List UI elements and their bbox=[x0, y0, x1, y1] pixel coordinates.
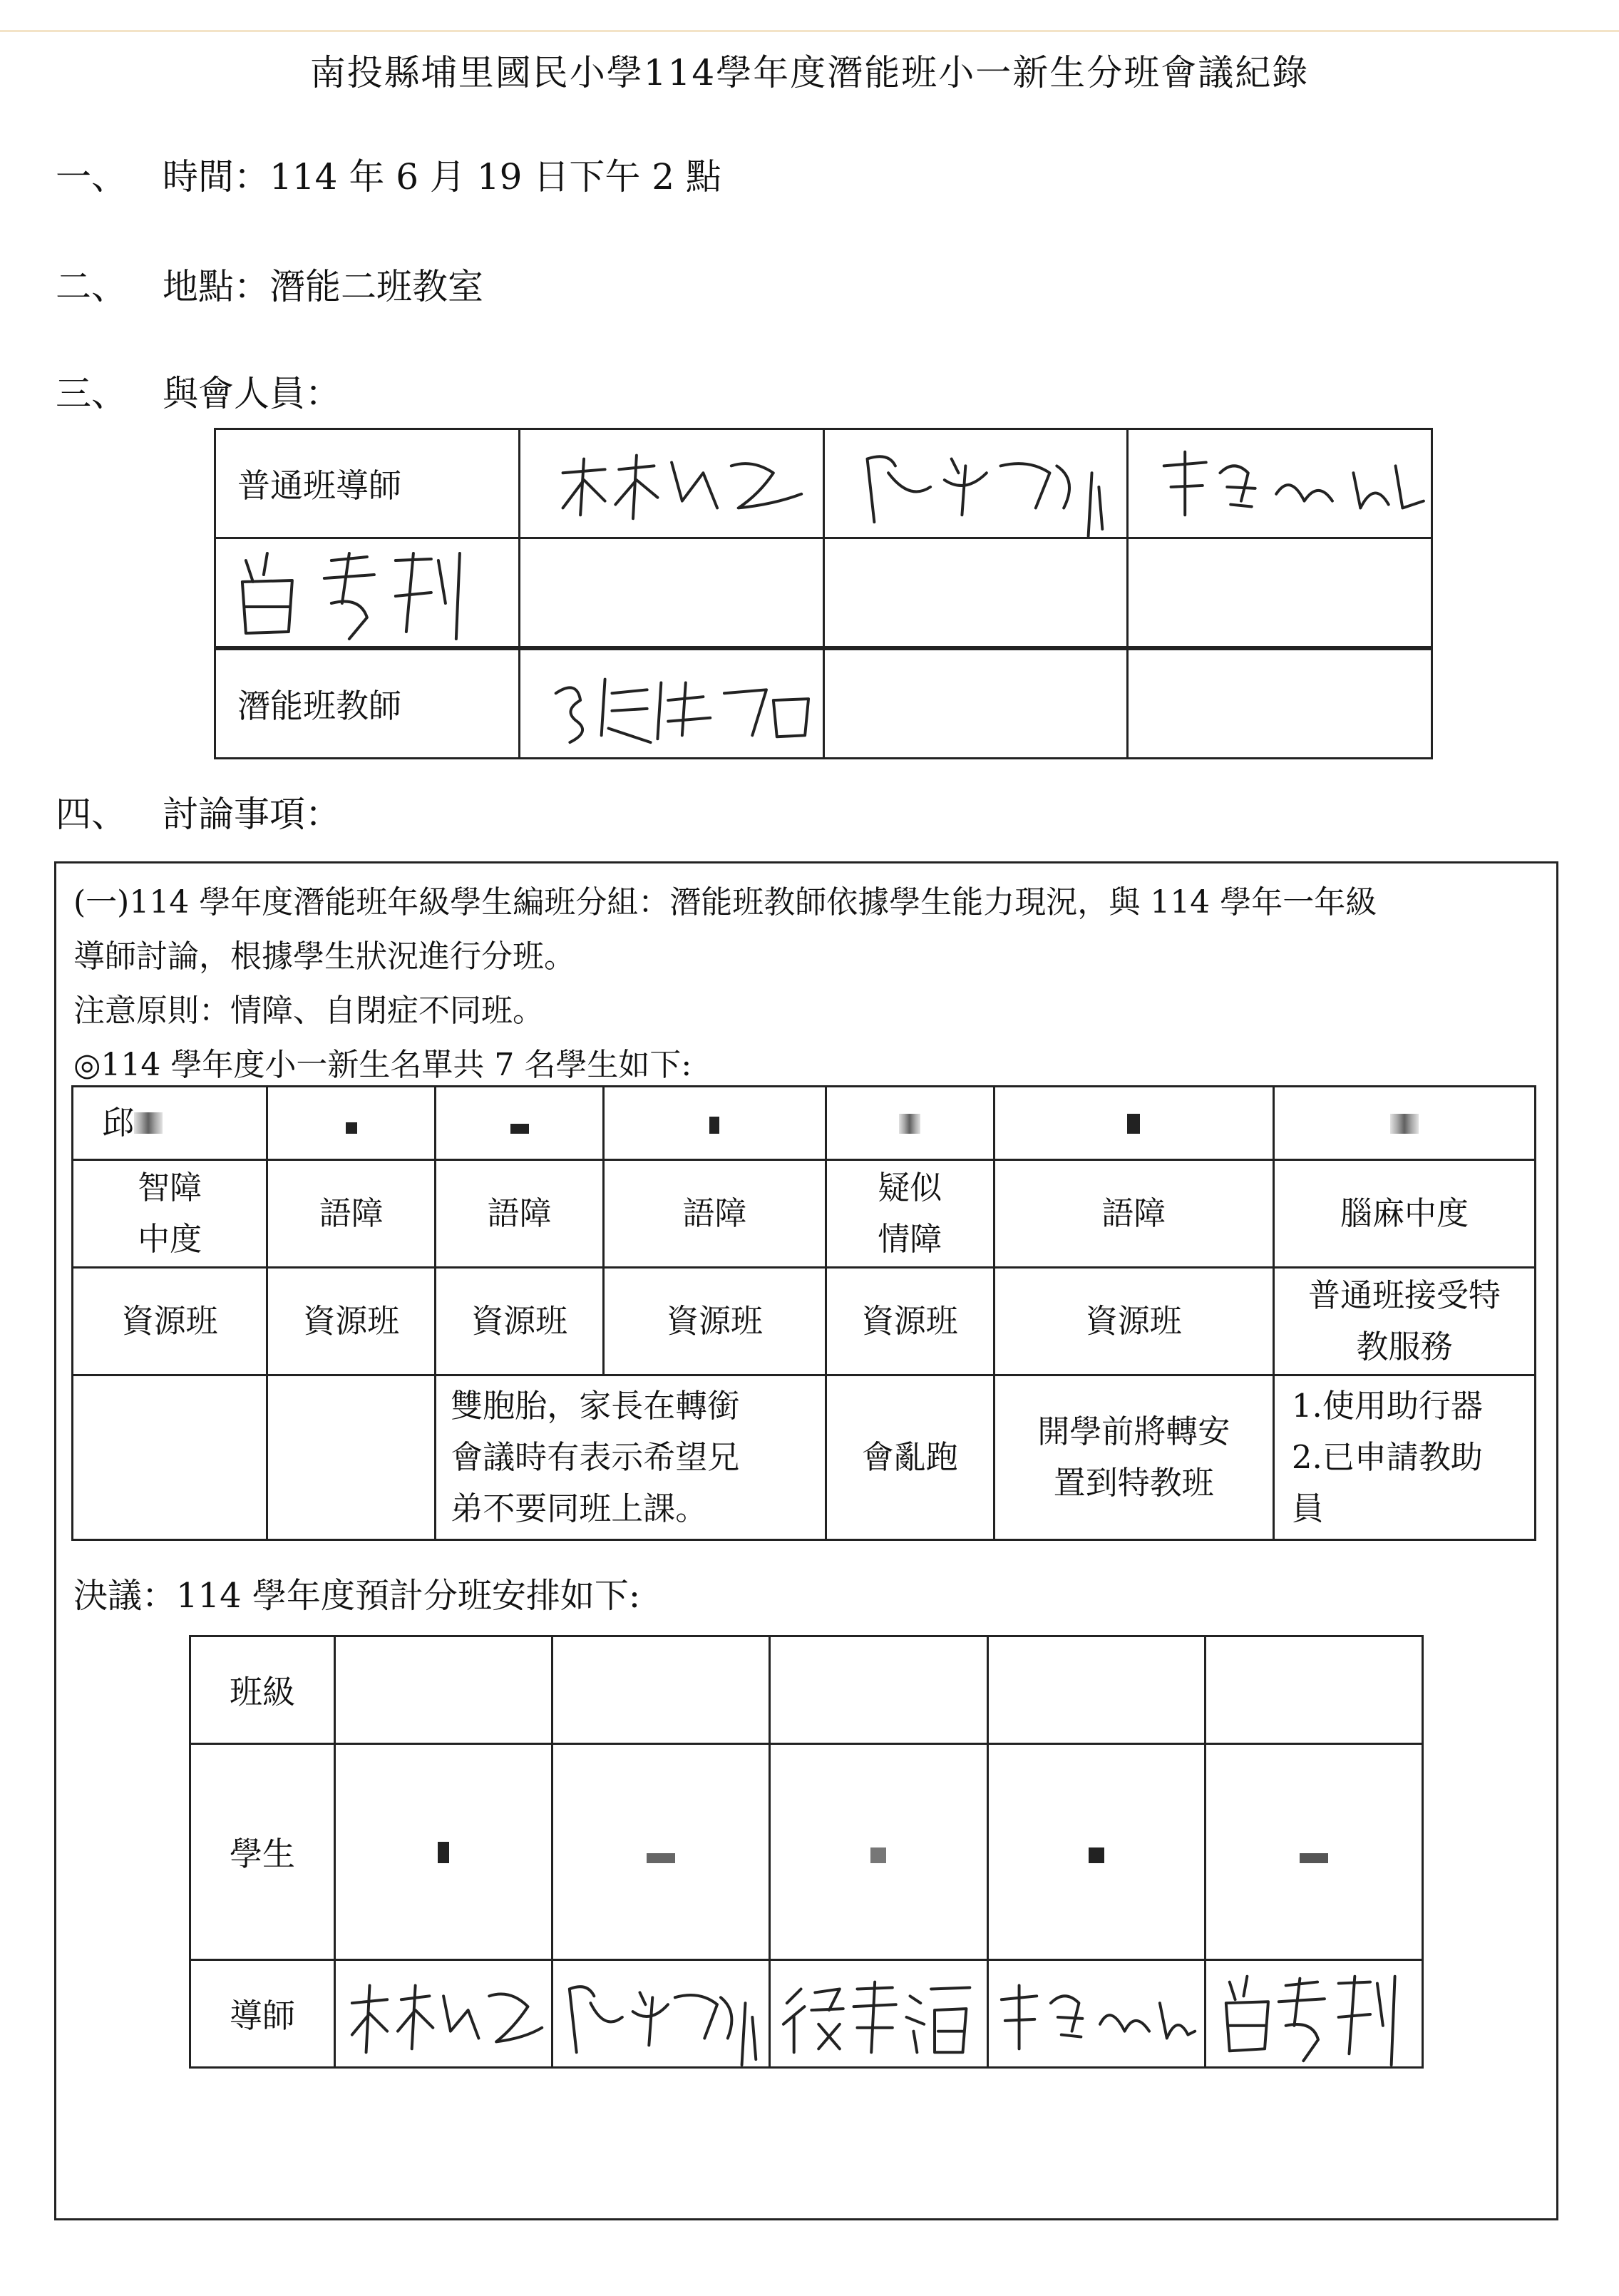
student-name-fragment: 邱 bbox=[102, 1104, 135, 1142]
note-cell-twins: 雙胞胎，家長在轉銜 會議時有表示希望兄 弟不要同班上課。 bbox=[436, 1375, 826, 1540]
section-place bbox=[56, 258, 483, 309]
signature-cell bbox=[1128, 429, 1432, 538]
placement-cell: 普通班接受特 教服務 bbox=[1273, 1268, 1535, 1375]
disability-cell: 疑似 情障 bbox=[826, 1160, 994, 1268]
redaction bbox=[647, 1853, 675, 1863]
page-title: 南投縣埔里國民小學114學年度潛能班小一新生分班會議紀錄 bbox=[309, 52, 1310, 93]
handwritten-signature bbox=[216, 539, 518, 646]
handwritten-signature bbox=[553, 1961, 769, 2066]
handwritten-signature bbox=[989, 1961, 1204, 2066]
note-cell bbox=[267, 1375, 436, 1540]
section-number: 三、 bbox=[56, 373, 127, 414]
redaction bbox=[899, 1114, 920, 1134]
class-cell bbox=[770, 1636, 987, 1744]
students-cell bbox=[552, 1744, 770, 1960]
handwritten-signature bbox=[542, 430, 823, 537]
disability-cell: 語障 bbox=[267, 1160, 436, 1268]
handwritten-signature bbox=[1150, 430, 1431, 537]
redaction bbox=[134, 1112, 163, 1134]
disability-cell: 語障 bbox=[436, 1160, 604, 1268]
empty-cell bbox=[823, 648, 1128, 759]
placement-cell: 資源班 bbox=[436, 1268, 604, 1375]
student-name-cell bbox=[826, 1087, 994, 1160]
teacher-signature-cell bbox=[987, 1960, 1205, 2068]
students-table bbox=[71, 1085, 1536, 1541]
student-name-cell bbox=[994, 1087, 1273, 1160]
disability-cell: 智障 中度 bbox=[73, 1160, 267, 1268]
student-name-cell bbox=[73, 1087, 267, 1160]
students-cell bbox=[987, 1744, 1205, 1960]
redaction bbox=[1390, 1114, 1419, 1134]
placement-cell: 資源班 bbox=[604, 1268, 826, 1375]
note-cell-transfer: 開學前將轉安 置到特教班 bbox=[994, 1375, 1273, 1540]
class-cell bbox=[987, 1636, 1205, 1744]
top-rule bbox=[0, 30, 1619, 32]
redaction bbox=[870, 1847, 886, 1863]
meeting-place: 潛能二班教室 bbox=[269, 266, 483, 307]
signature-cell bbox=[215, 538, 520, 649]
row-label-students: 學生 bbox=[190, 1744, 335, 1960]
handwritten-signature bbox=[771, 1961, 986, 2066]
note-cell-runs: 會亂跑 bbox=[826, 1375, 994, 1540]
row-label-teacher: 導師 bbox=[190, 1960, 335, 2068]
redaction bbox=[510, 1124, 529, 1134]
section-label: 討論事項： bbox=[163, 794, 341, 835]
section-number: 一、 bbox=[56, 156, 127, 198]
class-cell bbox=[552, 1636, 770, 1744]
attendees-table bbox=[214, 428, 1433, 759]
students-cell bbox=[770, 1744, 987, 1960]
redaction bbox=[1127, 1114, 1140, 1134]
signature-cell bbox=[823, 429, 1128, 538]
redaction bbox=[438, 1842, 449, 1863]
teacher-signature-cell bbox=[335, 1960, 552, 2068]
redaction bbox=[1300, 1853, 1328, 1863]
handwritten-signature bbox=[846, 430, 1127, 537]
special-teacher-label: 潛能班教師 bbox=[215, 648, 520, 759]
class-assignment-table bbox=[189, 1635, 1424, 2069]
section-label: 與會人員： bbox=[163, 373, 341, 414]
resolution-heading: 決議：114 學年度預計分班安排如下: bbox=[73, 1576, 641, 1616]
student-name-cell bbox=[1273, 1087, 1535, 1160]
student-name-cell bbox=[267, 1087, 436, 1160]
teacher-signature-cell bbox=[1205, 1960, 1422, 2068]
empty-cell bbox=[1128, 538, 1432, 649]
disability-cell: 語障 bbox=[994, 1160, 1273, 1268]
redaction bbox=[346, 1122, 357, 1134]
empty-cell bbox=[519, 538, 823, 649]
placement-cell: 資源班 bbox=[267, 1268, 436, 1375]
section-number: 二、 bbox=[56, 266, 127, 307]
handwritten-signature bbox=[336, 1961, 551, 2066]
section-time bbox=[56, 148, 721, 200]
placement-cell: 資源班 bbox=[994, 1268, 1273, 1375]
signature-cell bbox=[519, 648, 823, 759]
redaction bbox=[1089, 1847, 1104, 1863]
section-number: 四、 bbox=[56, 794, 127, 835]
row-label-class: 班級 bbox=[190, 1636, 335, 1744]
section-attendees bbox=[56, 365, 341, 416]
students-cell bbox=[335, 1744, 552, 1960]
note-cell-cp: 1.使用助行器 2.已申請教助 員 bbox=[1273, 1375, 1535, 1540]
handwritten-signature bbox=[542, 650, 823, 757]
note-cell bbox=[73, 1375, 267, 1540]
student-name-cell bbox=[436, 1087, 604, 1160]
class-cell bbox=[1205, 1636, 1422, 1744]
students-cell bbox=[1205, 1744, 1422, 1960]
empty-cell bbox=[1128, 648, 1432, 759]
section-discussion bbox=[56, 786, 341, 837]
placement-cell: 資源班 bbox=[826, 1268, 994, 1375]
empty-cell bbox=[823, 538, 1128, 649]
meeting-time: 114 年 6 月 19 日下午 2 點 bbox=[269, 156, 721, 198]
section-label: 時間： bbox=[163, 156, 269, 198]
teacher-signature-cell bbox=[552, 1960, 770, 2068]
discussion-principle: 注意原則：情障、自閉症不同班。 bbox=[73, 993, 544, 1029]
student-list-heading: ◎114 學年度小一新生名單共 7 名學生如下: bbox=[73, 1047, 692, 1083]
discussion-line: 導師討論，根據學生狀況進行分班。 bbox=[73, 938, 575, 975]
handwritten-signature bbox=[1206, 1961, 1422, 2066]
section-label: 地點： bbox=[163, 266, 269, 307]
disability-cell: 語障 bbox=[604, 1160, 826, 1268]
redaction bbox=[709, 1117, 719, 1134]
placement-cell: 資源班 bbox=[73, 1268, 267, 1375]
student-name-cell bbox=[604, 1087, 826, 1160]
signature-cell bbox=[519, 429, 823, 538]
class-cell bbox=[335, 1636, 552, 1744]
teacher-signature-cell bbox=[770, 1960, 987, 2068]
general-teacher-label: 普通班導師 bbox=[215, 429, 520, 538]
disability-cell: 腦麻中度 bbox=[1273, 1160, 1535, 1268]
discussion-line: (一)114 學年度潛能班年級學生編班分組：潛能班教師依據學生能力現況，與 114 學年一年級 bbox=[73, 884, 1377, 921]
